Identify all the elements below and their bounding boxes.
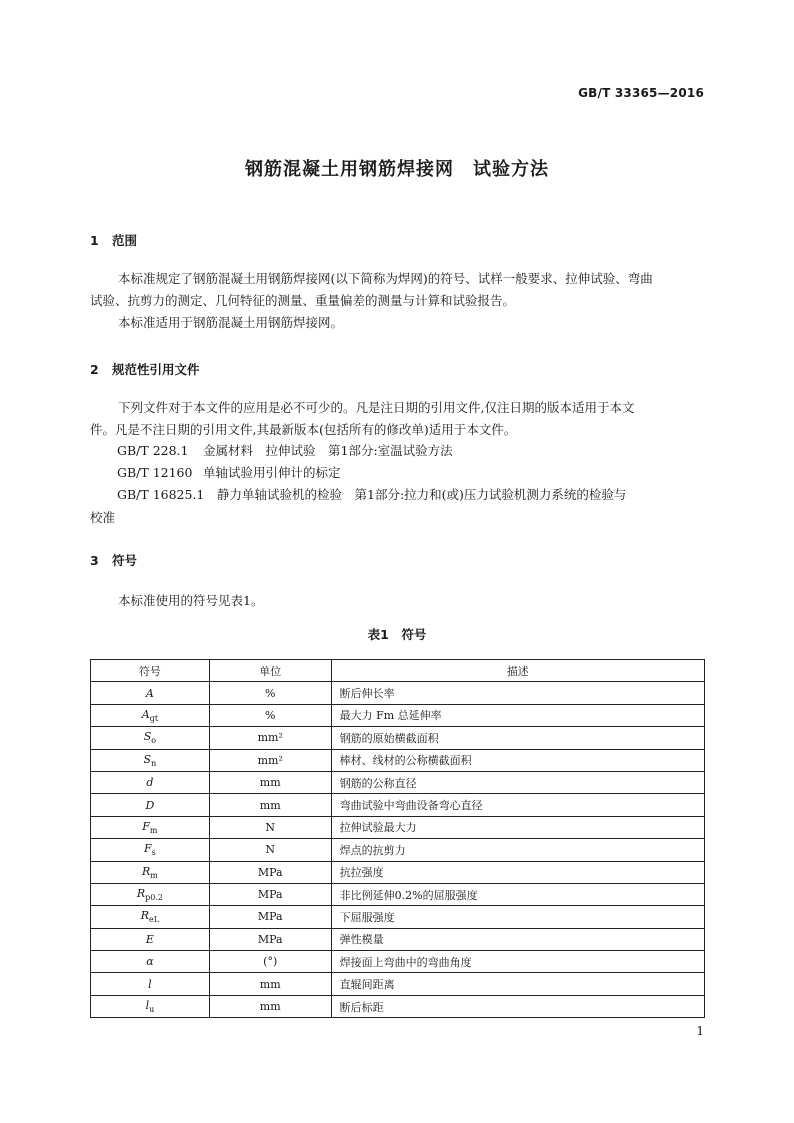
table-header-row <box>91 660 705 682</box>
symbol-cell <box>91 794 210 816</box>
symbol-letter: α <box>146 955 154 969</box>
symbol-letter: A <box>145 686 154 700</box>
header-unit: 单位 <box>209 660 331 682</box>
unit-cell: N <box>209 816 331 838</box>
scope-applicability: 本标准适用于钢筋混凝土用钢筋焊接网。 <box>118 315 344 330</box>
table-row <box>91 839 705 861</box>
description-cell: 断后标距 <box>331 995 704 1017</box>
symbols-table <box>90 659 705 1018</box>
symbol-subscript: gt <box>149 714 159 724</box>
symbol-subscript: m <box>149 826 158 836</box>
reference-code: GB/T 228.1 <box>117 443 189 458</box>
table-row <box>91 906 705 928</box>
header-description: 描述 <box>331 660 704 682</box>
section-title: 符号 <box>112 553 138 568</box>
unit-cell: mm <box>209 995 331 1017</box>
unit-cell: mm <box>209 794 331 816</box>
section-heading-symbols <box>90 551 137 569</box>
reference-title: 金属材料 拉伸试验 第1部分:室温试验方法 <box>203 443 453 458</box>
unit-cell: MPa <box>209 883 331 905</box>
reference-item <box>117 441 453 459</box>
page-number: 1 <box>696 1024 704 1038</box>
scope-line-1: 本标准规定了钢筋混凝土用钢筋焊接网(以下简称为焊网)的符号、试样一般要求、拉伸试验、弯曲 <box>118 271 653 286</box>
symbol-cell <box>91 906 210 928</box>
symbol-letter: l <box>148 977 152 991</box>
symbol-letter: d <box>146 776 154 790</box>
symbol-cell <box>91 727 210 749</box>
table-caption: 表1 符号 <box>367 627 427 642</box>
description-cell: 钢筋的公称直径 <box>331 771 704 793</box>
header-symbol: 符号 <box>91 660 210 682</box>
reference-item <box>117 463 341 481</box>
table-row <box>91 973 705 995</box>
description-cell: 弹性模量 <box>331 928 704 950</box>
symbol-cell <box>91 995 210 1017</box>
symbol-cell <box>91 861 210 883</box>
symbol-letter: S <box>143 730 152 744</box>
symbols-intro <box>90 590 705 612</box>
symbol-subscript: eL <box>149 915 160 925</box>
description-cell: 最大力 Fm 总延伸率 <box>331 704 704 726</box>
table-body <box>91 682 705 1018</box>
symbol-letter: A <box>141 707 150 721</box>
table-row <box>91 883 705 905</box>
symbol-subscript: u <box>149 1005 155 1015</box>
unit-cell: MPa <box>209 928 331 950</box>
references-intro <box>90 397 705 441</box>
unit-cell: mm² <box>209 727 331 749</box>
reference-item <box>117 485 626 503</box>
symbols-intro-text: 本标准使用的符号见表1。 <box>118 593 264 608</box>
symbol-letter: D <box>145 798 155 812</box>
scope-paragraph <box>90 268 705 334</box>
symbol-subscript: p0.2 <box>145 893 163 903</box>
section-number: 3 <box>90 553 99 568</box>
table-row <box>91 816 705 838</box>
unit-cell: N <box>209 839 331 861</box>
reference-title: 静力单轴试验机的检验 第1部分:拉力和(或)压力试验机测力系统的检验与 <box>217 487 627 502</box>
unit-cell: MPa <box>209 861 331 883</box>
section-number: 1 <box>90 233 99 248</box>
reference-continuation: 校准 <box>90 510 116 525</box>
description-cell: 直辊间距离 <box>331 973 704 995</box>
description-cell: 弯曲试验中弯曲设备弯心直径 <box>331 794 704 816</box>
symbol-subscript: o <box>151 736 157 746</box>
symbol-letter: R <box>141 864 151 878</box>
reference-code: GB/T 16825.1 <box>117 487 205 502</box>
section-title: 规范性引用文件 <box>112 362 200 377</box>
description-cell: 拉伸试验最大力 <box>331 816 704 838</box>
table-row <box>91 771 705 793</box>
scope-line-2: 试验、抗剪力的测定、几何特征的测量、重量偏差的测量与计算和试验报告。 <box>90 293 516 308</box>
symbol-cell <box>91 951 210 973</box>
table-row <box>91 704 705 726</box>
symbol-letter: F <box>144 842 152 856</box>
references-intro-line-2: 件。凡是不注日期的引用文件,其最新版本(包括所有的修改单)适用于本文件。 <box>90 422 517 437</box>
symbol-cell <box>91 839 210 861</box>
symbol-letter: F <box>142 819 150 833</box>
symbol-cell <box>91 816 210 838</box>
description-cell: 棒材、线材的公称横截面积 <box>331 749 704 771</box>
table-row <box>91 928 705 950</box>
description-cell: 抗拉强度 <box>331 861 704 883</box>
symbol-cell <box>91 682 210 704</box>
unit-cell: mm² <box>209 749 331 771</box>
symbol-cell <box>91 749 210 771</box>
table-row <box>91 794 705 816</box>
standard-number: GB/T 33365—2016 <box>578 86 704 100</box>
references-intro-line-1: 下列文件对于本文件的应用是必不可少的。凡是注日期的引用文件,仅注日期的版本适用于本文 <box>118 400 635 415</box>
symbol-letter: R <box>140 909 150 923</box>
symbol-letter: S <box>143 752 152 766</box>
reference-title: 单轴试验用引伸计的标定 <box>203 465 341 480</box>
symbol-cell <box>91 883 210 905</box>
unit-cell: (°) <box>209 951 331 973</box>
symbol-cell <box>91 704 210 726</box>
unit-cell: mm <box>209 973 331 995</box>
description-cell: 下屈服强度 <box>331 906 704 928</box>
unit-cell: MPa <box>209 906 331 928</box>
table-row <box>91 951 705 973</box>
unit-cell: % <box>209 704 331 726</box>
symbol-cell <box>91 771 210 793</box>
symbol-subscript: n <box>151 758 157 768</box>
table-row <box>91 861 705 883</box>
reference-code: GB/T 12160 <box>117 465 193 480</box>
section-heading-scope <box>90 231 137 249</box>
unit-cell: mm <box>209 771 331 793</box>
unit-cell: % <box>209 682 331 704</box>
description-cell: 钢筋的原始横截面积 <box>331 727 704 749</box>
symbol-letter: l <box>145 998 150 1012</box>
description-cell: 断后伸长率 <box>331 682 704 704</box>
symbol-cell <box>91 973 210 995</box>
section-title: 范围 <box>112 233 138 248</box>
symbol-subscript: s <box>151 848 156 858</box>
symbol-cell <box>91 928 210 950</box>
table-row <box>91 727 705 749</box>
table-row <box>91 682 705 704</box>
description-cell: 焊接面上弯曲中的弯曲角度 <box>331 951 704 973</box>
table-row <box>91 995 705 1017</box>
document-title: 钢筋混凝土用钢筋焊接网 试验方法 <box>245 159 549 180</box>
description-cell: 非比例延伸0.2%的屈服强度 <box>331 883 704 905</box>
symbol-letter: R <box>136 887 146 900</box>
description-cell: 焊点的抗剪力 <box>331 839 704 861</box>
section-number: 2 <box>90 362 99 377</box>
section-heading-normative-references <box>90 360 200 378</box>
symbol-subscript: m <box>150 870 158 880</box>
symbol-letter: E <box>145 932 154 946</box>
table-row <box>91 749 705 771</box>
